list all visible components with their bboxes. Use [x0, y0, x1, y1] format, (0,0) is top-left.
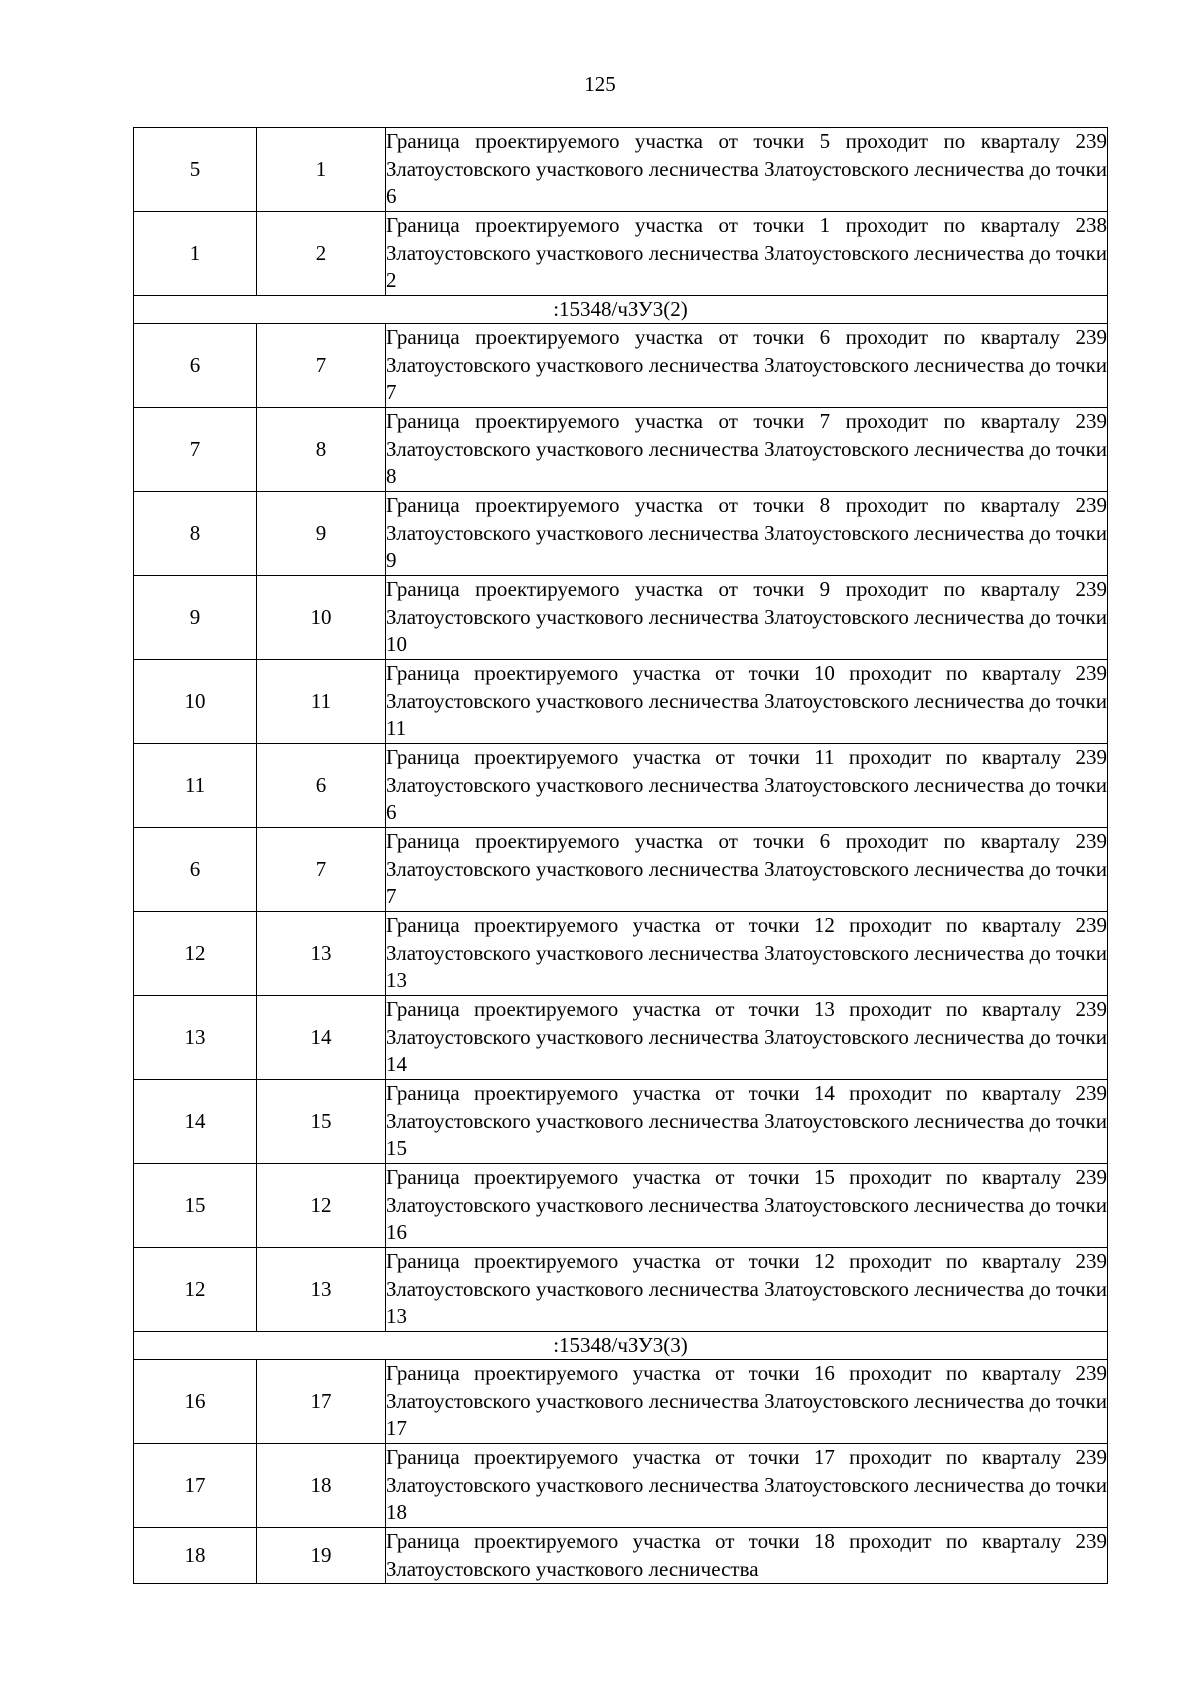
point-from-cell: 12: [134, 912, 257, 996]
table-row: [134, 1444, 1108, 1528]
description-cell: Граница проектируемого участка от точки 13 проходит по кварталу 239 Златоустовского участкового лесничества Златоустовского лесничества до точки 14: [386, 996, 1108, 1080]
table-row: [134, 1164, 1108, 1248]
page-number: 125: [584, 72, 616, 96]
section-header-row: [134, 1332, 1108, 1360]
point-to-cell: 11: [257, 660, 386, 744]
description-cell: Граница проектируемого участка от точки 1 проходит по кварталу 238 Златоустовского участкового лесничества Златоустовского лесничества до точки 2: [386, 212, 1108, 296]
table-row: [134, 660, 1108, 744]
point-to-cell: 6: [257, 744, 386, 828]
table-row: [134, 996, 1108, 1080]
description-cell: Граница проектируемого участка от точки 10 проходит по кварталу 239 Златоустовского участкового лесничества Златоустовского лесничества до точки 11: [386, 660, 1108, 744]
point-to-cell: 13: [257, 1248, 386, 1332]
table-row: [134, 1528, 1108, 1584]
point-from-cell: 10: [134, 660, 257, 744]
point-from-cell: 14: [134, 1080, 257, 1164]
description-cell: Граница проектируемого участка от точки 5 проходит по кварталу 239 Златоустовского участкового лесничества Златоустовского лесничества до точки 6: [386, 128, 1108, 212]
section-header: :15348/чЗУ3(3): [134, 1332, 1108, 1360]
point-to-cell: 7: [257, 324, 386, 408]
point-from-cell: 18: [134, 1528, 257, 1584]
point-from-cell: 16: [134, 1360, 257, 1444]
table-row: [134, 1360, 1108, 1444]
point-from-cell: 6: [134, 828, 257, 912]
point-to-cell: 17: [257, 1360, 386, 1444]
point-from-cell: 12: [134, 1248, 257, 1332]
table-row: [134, 828, 1108, 912]
point-from-cell: 8: [134, 492, 257, 576]
description-cell: Граница проектируемого участка от точки 18 проходит по кварталу 239 Златоустовского участкового лесничества: [386, 1528, 1108, 1584]
point-to-cell: 1: [257, 128, 386, 212]
point-from-cell: 11: [134, 744, 257, 828]
table-row: [134, 912, 1108, 996]
point-from-cell: 15: [134, 1164, 257, 1248]
point-to-cell: 15: [257, 1080, 386, 1164]
point-to-cell: 13: [257, 912, 386, 996]
point-to-cell: 14: [257, 996, 386, 1080]
description-cell: Граница проектируемого участка от точки 6 проходит по кварталу 239 Златоустовского участкового лесничества Златоустовского лесничества до точки 7: [386, 828, 1108, 912]
point-from-cell: 13: [134, 996, 257, 1080]
table-row: [134, 212, 1108, 296]
section-header-row: [134, 296, 1108, 324]
table-row: [134, 1248, 1108, 1332]
table-row: [134, 744, 1108, 828]
table-row: [134, 576, 1108, 660]
point-to-cell: 18: [257, 1444, 386, 1528]
description-cell: Граница проектируемого участка от точки 17 проходит по кварталу 239 Златоустовского участкового лесничества Златоустовского лесничества до точки 18: [386, 1444, 1108, 1528]
description-cell: Граница проектируемого участка от точки 16 проходит по кварталу 239 Златоустовского участкового лесничества Златоустовского лесничества до точки 17: [386, 1360, 1108, 1444]
table-row: [134, 1080, 1108, 1164]
point-from-cell: 17: [134, 1444, 257, 1528]
description-cell: Граница проектируемого участка от точки 11 проходит по кварталу 239 Златоустовского участкового лесничества Златоустовского лесничества до точки 6: [386, 744, 1108, 828]
point-to-cell: 7: [257, 828, 386, 912]
table-row: [134, 492, 1108, 576]
description-cell: Граница проектируемого участка от точки 6 проходит по кварталу 239 Златоустовского участкового лесничества Златоустовского лесничества до точки 7: [386, 324, 1108, 408]
point-from-cell: 5: [134, 128, 257, 212]
point-from-cell: 1: [134, 212, 257, 296]
description-cell: Граница проектируемого участка от точки 15 проходит по кварталу 239 Златоустовского участкового лесничества Златоустовского лесничества до точки 16: [386, 1164, 1108, 1248]
point-from-cell: 6: [134, 324, 257, 408]
point-to-cell: 2: [257, 212, 386, 296]
point-from-cell: 7: [134, 408, 257, 492]
point-from-cell: 9: [134, 576, 257, 660]
boundary-table: [133, 127, 1108, 1584]
point-to-cell: 9: [257, 492, 386, 576]
description-cell: Граница проектируемого участка от точки 14 проходит по кварталу 239 Златоустовского участкового лесничества Златоустовского лесничества до точки 15: [386, 1080, 1108, 1164]
point-to-cell: 8: [257, 408, 386, 492]
description-cell: Граница проектируемого участка от точки 12 проходит по кварталу 239 Златоустовского участкового лесничества Златоустовского лесничества до точки 13: [386, 912, 1108, 996]
description-cell: Граница проектируемого участка от точки 12 проходит по кварталу 239 Златоустовского участкового лесничества Златоустовского лесничества до точки 13: [386, 1248, 1108, 1332]
description-cell: Граница проектируемого участка от точки 8 проходит по кварталу 239 Златоустовского участкового лесничества Златоустовского лесничества до точки 9: [386, 492, 1108, 576]
point-to-cell: 19: [257, 1528, 386, 1584]
description-cell: Граница проектируемого участка от точки 7 проходит по кварталу 239 Златоустовского участкового лесничества Златоустовского лесничества до точки 8: [386, 408, 1108, 492]
table-row: [134, 324, 1108, 408]
section-header: :15348/чЗУ3(2): [134, 296, 1108, 324]
table-row: [134, 128, 1108, 212]
table-row: [134, 408, 1108, 492]
point-to-cell: 12: [257, 1164, 386, 1248]
description-cell: Граница проектируемого участка от точки 9 проходит по кварталу 239 Златоустовского участкового лесничества Златоустовского лесничества до точки 10: [386, 576, 1108, 660]
point-to-cell: 10: [257, 576, 386, 660]
